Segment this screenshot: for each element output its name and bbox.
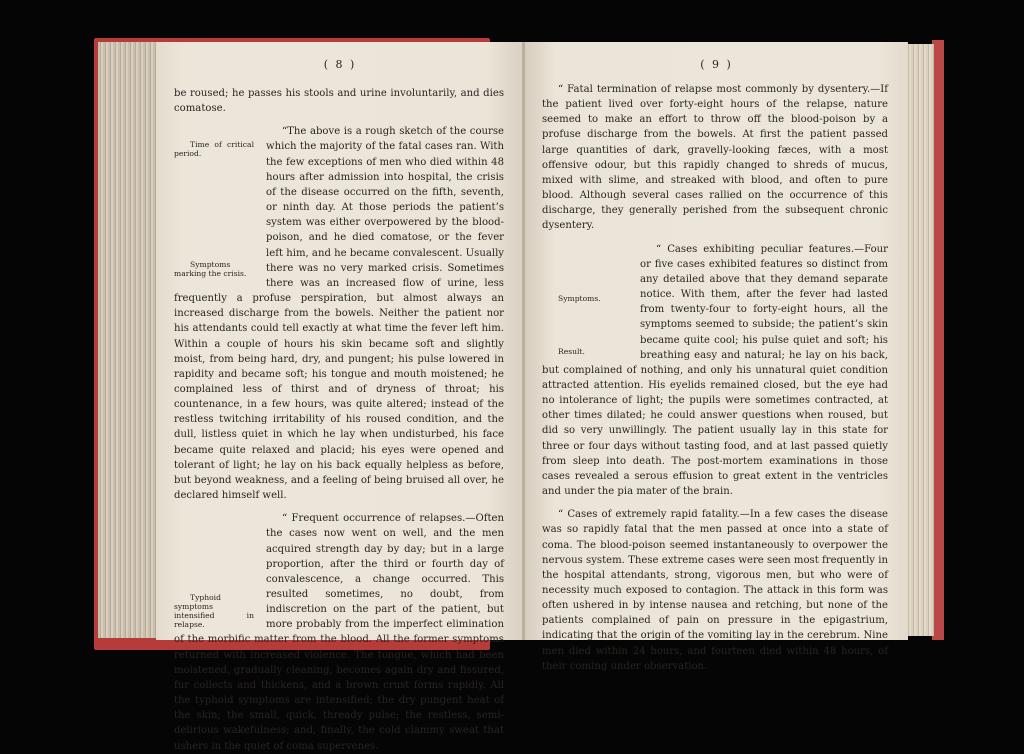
paragraph: “ Fatal termination of relapse most commonly by dysentery.—If the patient lived over forty-eight hours of the relapse, nature seemed to make an effort to throw off the blood-poison by a profuse discharge from the bowels. At first the patient passed large quantities of dark, gravelly-looking fæces, with a most offensive odour, but this rapidly changed to shreds of mucus, mixed with slime, and streaked with blood, and often to pure blood. Although several cases rallied on the occurrence of this discharge, they generally perished from the subsequent chronic dysentery. [542, 84, 888, 232]
page-number-right: ( 9 ) [700, 58, 733, 71]
page-edges-left [98, 42, 158, 638]
right-page [525, 42, 908, 672]
page-edges-right [906, 44, 934, 636]
right-page-body [542, 82, 888, 674]
paragraph: Time of critical period. Symptoms marking the crisis. “The above is a rough sketch of the course which the majority of the fatal cases ran. With the few exceptions of men who died within 48 hours after admission into hospital, the crisis of the disease occurred on the fifth, seventh, or ninth day. At those periods the patient’s system was either overpowered by the blood-poison, and he died comatose, or the fever left him, and he became convalescent. Usually there was no very marked crisis. Sometimes there was an increased flow of urine, less frequently a profuse perspiration, but almost always an increased discharge from the bowels. Neither the patient nor his attendants could tell exactly at what time the fever left him. Within a couple of hours his skin became soft and slightly moist, from being hard, dry, and pungent; his pulse lowered in rapidity and became soft; his tongue and mouth moistened; he complained less of thirst and of dryness of throat; his countenance, in a few hours, was quite altered; instead of the restless twitching irritability of his roused condition, and the dull, listless quiet in which he lay when undisturbed, his face became quite relaxed and placid; his eyes were opened and tolerant of light; he lay on his back equally helpless as before, but beyond weakness, and a feeling of being bruised all over, he declared himself well. [174, 126, 504, 502]
side-note: Result. [558, 346, 585, 356]
paragraph: be roused; he passes his stools and urine involuntarily, and dies comatose. [174, 88, 504, 115]
paragraph: Typhoid symptoms intensified in relapse. “ Frequent occurrence of relapses.—Often the cases now went on well, and the men acquired strength day by day; but in a large proportion, after the third or fourth day of convalescence, a change occurred. This resulted sometimes, no doubt, from indiscretion on the part of the patient, but more probably from the imperfect elimination of the morbific matter from the blood. All the former symptoms returned with increased violence. The tongue, which had been moistened, gradually cleaning, becomes again dry and fissured, fur collects and thickens, and a brown crust forms rapidly. All the typhoid symptoms are intensified; the dry pungent heat of the skin; the small, quick, thready pulse; the restless, semi-delirious wakefulness; and, finally, the cold clammy sweat that ushers in the quiet of coma supervenes. [174, 513, 504, 752]
side-note: Time of critical period. [174, 140, 254, 159]
page-number-left: ( 8 ) [323, 58, 357, 71]
paragraph: Symptoms. Result. “ Cases exhibiting peculiar features.—Four or five cases exhibited features so distinct from any detailed above that they demand separate notice. With them, after the fever had lasted from twenty-four to forty-eight hours, all the symptoms seemed to subside; the patient’s skin became quite cool; his pulse quiet and soft; his breathing easy and natural; he lay on his back, but complained of nothing, and only his unnatural quiet condition attracted attention. His eyelids remained closed, but the eye had no intolerance of light; the pupils were sometimes contracted, at other times dilated; he could answer questions when roused, but did so very unwillingly. The patient usually lay in this state for three or four days without tasting food, and at last passed quietly from sleep into death. The post-mortem examinations in those cases revealed a serous effusion to great extent in the ventricles and under the pia mater of the brain. [542, 243, 888, 498]
side-note: Typhoid symptoms intensified in relapse. [174, 593, 254, 630]
left-page [156, 42, 524, 752]
open-book [94, 34, 944, 752]
side-note: Symptoms. [558, 293, 601, 303]
side-note: Symptoms marking the crisis. [174, 260, 247, 279]
left-page-body [174, 86, 504, 754]
paragraph: “ Cases of extremely rapid fatality.—In a few cases the disease was so rapidly fatal that the men passed at once into a state of coma. The blood-poison seemed instantaneously to overpower the nervous system. These extreme cases were seen most frequently in the hospital attendants, strong, vigorous men, but who were of necessity much exposed to contagion. The attack in this form was often ushered in by intense nausea and retching, but none of the patients complained of pain on pressure in the epigastrium, indicating that the origin of the vomiting lay in the cerebrum. Nine men died within 24 hours, and fourteen died within 48 hours, of their coming under observation. [542, 509, 888, 672]
